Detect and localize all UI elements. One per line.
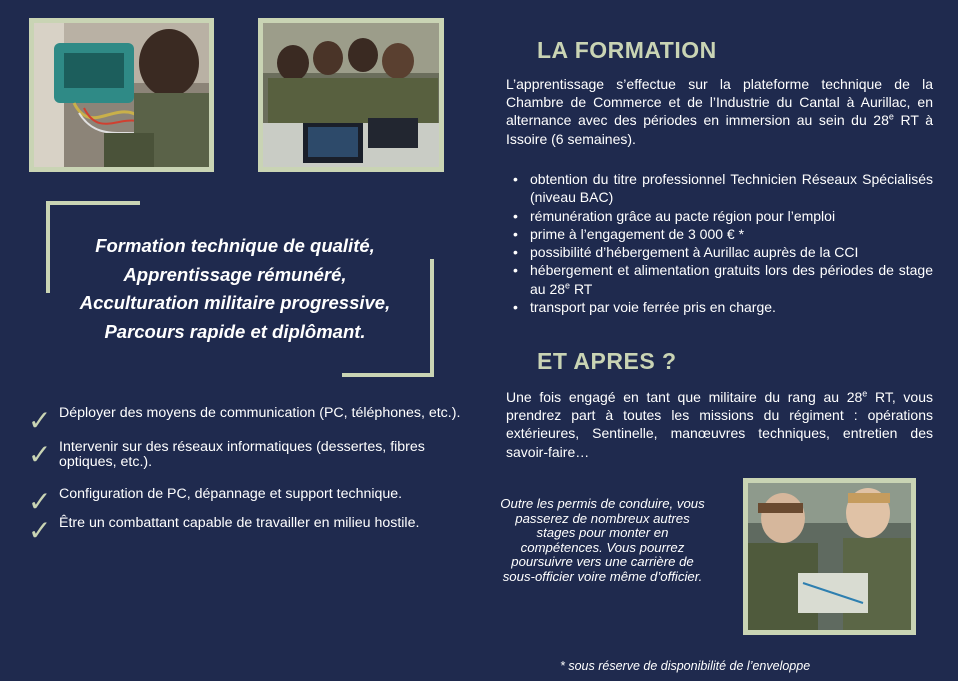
checkmark-icon: ✓ [28, 404, 52, 437]
checklist-item [28, 437, 468, 471]
benefit-item: • obtention du titre professionnel Technicien Réseaux Spécialisés (niveau BAC) [511, 170, 933, 207]
checkmark-icon: ✓ [28, 437, 52, 471]
photo-soldiers-laptops [258, 18, 444, 172]
ordinal-suffix: e [862, 388, 868, 399]
checklist [28, 406, 468, 548]
checklist-item-text: Déployer des moyens de communication (PC, téléphones, etc.). [59, 405, 461, 421]
apres-heading: ET APRES ? [537, 348, 677, 374]
benefit-item: • transport par voie ferrée pris en charge. [511, 298, 933, 316]
benefit-item: • rémunération grâce au pacte région pour l’emploi [511, 207, 933, 225]
footnote: * sous réserve de disponibilité de l’enveloppe [560, 659, 811, 673]
checkmark-icon: ✓ [28, 484, 52, 518]
checklist-item-text: Intervenir sur des réseaux informatiques (dessertes, fibres optiques, etc.). [59, 438, 425, 470]
ordinal-suffix: e [565, 280, 571, 291]
checklist-item-text: Être un combattant capable de travailler en milieu hostile. [59, 515, 420, 531]
benefit-item: • possibilité d’hébergement à Aurillac auprès de la CCI [511, 243, 933, 261]
quote-text [60, 232, 410, 346]
checklist-item [28, 404, 468, 437]
benefit-item [511, 261, 933, 298]
formation-benefits-list [511, 170, 933, 316]
quote-line: Parcours rapide et diplômant. [104, 320, 366, 342]
frame-corner-left [46, 201, 50, 293]
quote-line: Formation technique de qualité, [95, 235, 375, 256]
formation-intro [506, 75, 933, 148]
benefit-text: RT [570, 280, 593, 297]
frame-corner-bottom [342, 373, 434, 377]
frame-corner-top [46, 201, 140, 205]
apres-text-part: Une fois engagé en tant que militaire du rang au 28 [506, 389, 863, 405]
formation-intro-text: RT à Issoire (6 semaines). [506, 112, 933, 147]
career-note: Outre les permis de conduire, vous passerez de nombreux autres stages pour monter en compétences. Vous pourrez poursuivre vers une carrière de sous-officier voire même d’officier. [500, 496, 705, 584]
formation-heading: LA FORMATION [537, 37, 717, 63]
checklist-item-text: Configuration de PC, dépannage et support technique. [59, 485, 403, 502]
checklist-item [28, 484, 468, 518]
benefit-text: hébergement et alimentation gratuits lors des périodes de stage au 28 [530, 262, 933, 297]
apres-text-part: RT, vous prendrez part à toutes les missions du régiment : opérations extérieures, Sentinelle, manœuvres techniques, entretien des savoir-faire… [506, 389, 933, 460]
photo-technician-cables [29, 18, 214, 172]
formation-intro-text: L’apprentissage s’effectue sur la plateforme technique de la Chambre de Commerce et de l’Industrie du Cantal à Aurillac, en alternance avec des périodes en immersion au sein du 28 [506, 76, 933, 129]
photo-soldiers-fiber-work [743, 478, 916, 635]
ordinal-suffix: e [888, 111, 894, 122]
apres-text [506, 388, 933, 461]
checkmark-icon: ✓ [28, 514, 52, 547]
frame-corner-right [430, 259, 434, 377]
benefit-item: • prime à l’engagement de 3 000 € * [511, 225, 933, 243]
quote-line: Acculturation militaire progressive, [79, 292, 391, 313]
checklist-item [28, 514, 468, 547]
quote-line: Apprentissage rémunéré, [123, 263, 347, 285]
